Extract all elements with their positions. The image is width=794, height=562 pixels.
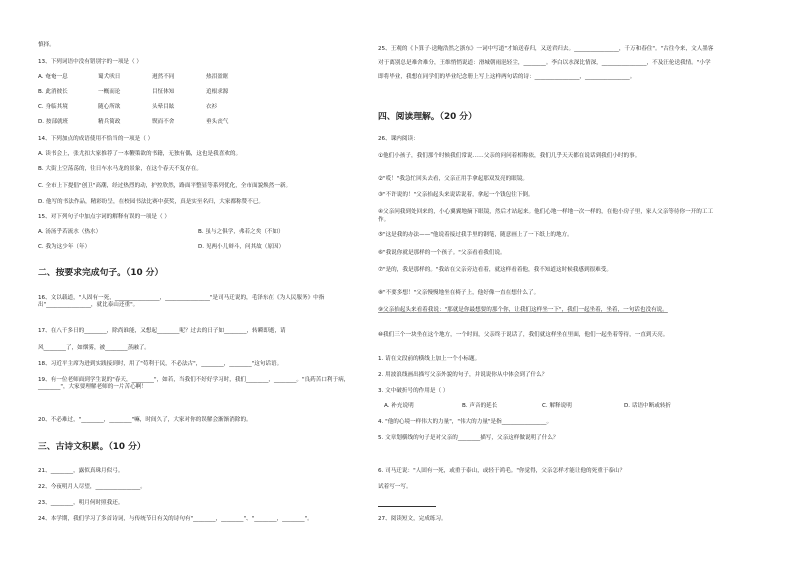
passage-para-2: ②"哎！"我急忙回头去看，父亲正用手拿起那双发亮的眼镜。 <box>378 176 529 182</box>
subquestion-4: 4. "他的心境一样伟大的力量"，"伟大的力量"是指________________。 <box>378 419 553 425</box>
question-21: 21、________，露似真珠月似弓。 <box>38 468 124 474</box>
section-heading-2: 二、按要求完成句子。（10 分） <box>38 268 164 278</box>
section-heading-4: 四、阅读理解。（20 分） <box>378 112 477 122</box>
subquestion-6: 6. 司马迁说："人固有一死，或重于泰山，或轻于鸿毛。"你觉得，父亲怎样才能让他的死重于泰山？ <box>378 468 626 474</box>
q15-option-d: D. 见两小儿辩斗，问其故（原因） <box>198 244 285 250</box>
q13-b-3: 目怔体知 <box>152 89 175 95</box>
passage-para-7: ⑦"是的，我是那样的。"我站在父亲旁边看着，就这样看着他，我不知道这时候我感到很难受。 <box>378 267 612 273</box>
answer-blank-line[interactable] <box>378 506 436 507</box>
q14-option-d: D. 他写的书法作品，精彩纷呈，在校园书法比赛中获奖，真是实至名归，大家都称赞不已。 <box>38 199 265 205</box>
q13-a-2: 蜀犬吠日 <box>98 74 121 80</box>
q3-option-b: B. 声音的延长 <box>462 403 498 409</box>
q13-b-4: 追根求源 <box>206 89 229 95</box>
q13-c-2: 随心所欲 <box>98 104 121 110</box>
passage-para-1: ①他们小孩子，我们那个时候我们常说……父亲的问问着相称依，我们几乎天天都在说话到我们小时的事。 <box>378 153 641 159</box>
subquestion-2: 2. 用波浪线画出描写父亲外貌的句子，并说说你从中体会到了什么？ <box>378 372 548 378</box>
passage-para-8: ⑧"不要多想！"父亲慢慢地坐在椅子上，他好像一直在想什么了。 <box>378 290 540 296</box>
question-23: 23、________，明月何时照我还。 <box>38 500 124 506</box>
subquestion-1: 1. 请在文段前的横线上加上一个小标题。 <box>378 356 481 362</box>
q13-d-1: D. 按部就班 <box>38 119 69 125</box>
subquestion-5: 5. 文章划横线的句子是对父亲的________描写，父亲这样做说明了什么？ <box>378 435 559 441</box>
passage-para-3: ③"不许说的！"父亲抬起头来说话说着，拿起一个钱包往下倒。 <box>378 192 534 198</box>
question-27: 27、阅读短文，完成练习。 <box>378 516 447 522</box>
question-26: 26、课内阅读： <box>378 136 419 142</box>
q14-option-b: B. 大街上空荡荡的，往日车水马龙的景象，在这个春天不复存在。 <box>38 166 203 172</box>
q13-c-3: 头晕目眩 <box>152 104 175 110</box>
q13-d-4: 垂头丧气 <box>206 119 229 125</box>
question-20: 20、不必难过，"________，________"嘛，时间久了，大家对你的误解会渐渐消除的。 <box>38 417 252 423</box>
q15-option-c: C. 我为这少年（年） <box>38 244 91 250</box>
q13-d-2: 精兵简政 <box>98 119 121 125</box>
question-13: 13、下列词语中没有错别字的一项是（ ） <box>38 59 142 65</box>
subquestion-3: 3. 文中破折号的作用是（ ） <box>378 388 449 394</box>
question-22: 22、今夜明月人尽望，________________。 <box>38 484 146 490</box>
q3-option-d: D. 话语中断或转折 <box>624 403 672 409</box>
q13-b-1: B. 此消彼长 <box>38 89 68 95</box>
passage-para-4: ④父亲问我到处回来的，小心翼翼地摘下眼镜，然后才站起来。他们心地一样地一次一样的，在他小房子里，家人父亲等待你一开的工工作。 <box>378 209 714 223</box>
text-line: 慎择。 <box>38 42 55 48</box>
passage-para-9-underlined: ⑨父亲抬起头来看着我说："那就是你最想要的那个你，让我们这样坐一下"，我们一起坐着，坐着，一句话也没有说。 <box>378 307 668 313</box>
subquestion-6-cont: 试着写一写。 <box>378 484 412 490</box>
question-16: 16、文以载道，"人固有一死，________________，________________"是司马迁说的，毛泽东在《为人民服务》中指出"________________，就比泰山还重"。 <box>38 295 325 308</box>
q13-a-1: A. 奄奄一息 <box>38 74 68 80</box>
question-17: 17、在八千多日的________，除尚谁能，又想起________呢？过去的日子如________，转瞬即逝，请 <box>38 328 286 334</box>
q3-option-c: C. 解释说明 <box>542 403 572 409</box>
question-15: 15、对下列句子中加点字词的解释有误的一项是（ ） <box>38 214 170 220</box>
q13-c-4: 衣衫 <box>206 104 218 110</box>
question-17-cont: 风________了，如烟雾，被________蒸融了。 <box>38 345 150 351</box>
passage-para-5: ⑤"这是我的办法——"他说着接过我手里的钢笔，随意画上了一下纸上的地方。 <box>378 232 573 238</box>
question-24: 24、本学期，我们学习了多首诗词，与传统节日有关的诗句有"________，________"、"________，________"。 <box>38 516 313 522</box>
q13-b-2: 一概而论 <box>98 89 121 95</box>
q13-a-3: 迥然不同 <box>152 74 175 80</box>
question-25: 25、王观的《卜算子·送鲍浩然之浙东》一词中写道"才始送春归，又送君归去。________________，千万和春住"。"古往今来，文人墨客对于离别总是难舍难分，王维悄悄说道：滑城朝雨浥轻尘，________。李白以水深比情深，________________，不及汪伦送我情。"小学即将毕业，我想在同学们的毕业纪念册上写上这样两句话的诗：________________，________________。 <box>378 46 714 80</box>
q13-c-1: C. 身临其境 <box>38 104 68 110</box>
passage-para-6: ⑥"我说你就是那样的一个孩子。"父亲看看我们说。 <box>378 250 506 256</box>
section-heading-3: 三、古诗文积累。（10 分） <box>38 442 146 452</box>
q14-option-a: A. 读书会上，张尤扣大家推荐了一本鞭策欲的书籍，无独有偶，这也是我喜欢的。 <box>38 151 242 157</box>
q15-option-a: A. 汤汤乎若流水（热水） <box>38 229 102 235</box>
q3-option-a: A. 补充说明 <box>384 403 414 409</box>
question-18: 18、习近平主席为进到实践接到时，用了"苟利于民，不必法古"，________，________"这句话语。 <box>38 361 283 367</box>
q14-option-c: C. 全市上下提倡"创卫"高潮，经过热烈的动，护控欣然，路面平整显等系列优化，全市面貌焕然一新。 <box>38 183 292 189</box>
question-19: 19、有一位老师面到学生说的"春天，________"，如若，当我们不好好学习时，我们________，________。"良药苦口利于病，________"，大家要理解老师的一片苦心啊！ <box>38 377 350 390</box>
q13-d-3: 锲而不舍 <box>152 119 175 125</box>
question-14: 14、下列加点的成语使用不恰当的一项是（ ） <box>38 136 154 142</box>
q15-option-b: B. 虽与之俱学，弗若之矣（不如） <box>198 229 284 235</box>
passage-para-10: ⑩我们三个一块坐在这个地方，一个时间，父亲终于说话了，我们就这样坐在里面，他们一起坐着等待，一直到天亮。 <box>378 332 669 338</box>
q13-a-4: 热泪盈眶 <box>206 74 229 80</box>
